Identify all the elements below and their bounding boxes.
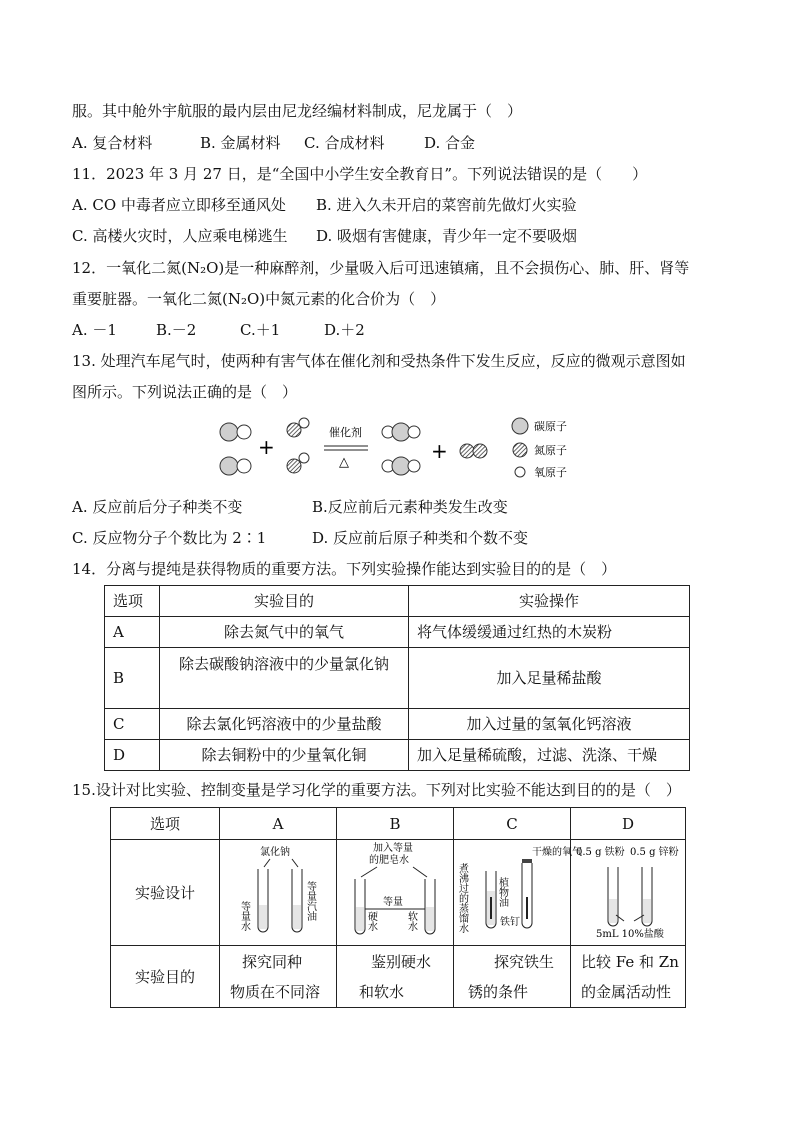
- no-molecule-bottom: [287, 453, 309, 473]
- q12-stem-line1: 12．一氧化二氮(N₂O)是一种麻醉剂，少量吸入后可迅速镇痛，且不会损伤心、肺、肝、肾等: [72, 259, 690, 277]
- purpose-b-line2: 和软水: [359, 982, 405, 1001]
- design-figure-d: [572, 841, 684, 941]
- q14-table: [104, 585, 690, 771]
- purpose-b-line1: 鉴别硬水: [371, 952, 432, 971]
- table-header-row: [111, 808, 686, 840]
- design-row: [111, 840, 686, 946]
- q12-stem-line2: 重要脏器。一氧化二氮(N₂O)中氮元素的化合价为（ ）: [72, 290, 446, 308]
- row-purpose: 除去碳酸钠溶液中的少量氯化钠: [160, 648, 409, 709]
- design-cell-b: [337, 840, 454, 946]
- q11-stem: 11．2023 年 3 月 27 日，是“全国中小学生安全教育日”。下列说法错误的是（ ）: [72, 165, 648, 183]
- row-purpose: 除去氯化钙溶液中的少量盐酸: [160, 709, 409, 740]
- header-cell-c: C: [454, 808, 571, 840]
- purpose-cell-a: [220, 946, 337, 1008]
- purpose-c-line2: 锈的条件: [468, 982, 529, 1001]
- row-operation: 加入过量的氢氧化钙溶液: [409, 709, 690, 740]
- q13-option-a[interactable]: A. 反应前后分子种类不变: [72, 498, 243, 516]
- design-cell-d: [571, 840, 686, 946]
- svg-text:5mL 10%盐酸: 5mL 10%盐酸: [596, 928, 664, 940]
- q11-options-row1: [72, 195, 577, 215]
- purpose-a-line1: 探究同种: [242, 952, 303, 971]
- row-operation: 加入足量稀硫酸，过滤、洗涤、干燥: [409, 740, 690, 771]
- svg-text:铁钉: 铁钉: [500, 916, 520, 928]
- svg-text:氯化钠: 氯化钠: [260, 846, 290, 858]
- q10-option-d[interactable]: D. 合金: [424, 134, 476, 152]
- svg-text:氮原子: 氮原子: [534, 444, 567, 457]
- table-row: [105, 648, 690, 709]
- q11-options-row2: [72, 226, 577, 246]
- purpose-d-line1: 比较 Fe 和 Zn: [581, 952, 679, 971]
- header-cell-a: A: [220, 808, 337, 840]
- q13-stem-line2: 图所示。下列说法正确的是（ ）: [72, 383, 298, 401]
- header-cell-purpose: 实验目的: [160, 586, 409, 617]
- q11-option-b[interactable]: B. 进入久未开启的菜窖前先做灯火实验: [316, 196, 577, 214]
- plus-sign: +: [431, 439, 448, 463]
- svg-text:煮沸过的蒸馏水: 煮沸过的蒸馏水: [456, 862, 468, 933]
- design-figure-a: [222, 841, 334, 941]
- q13-option-b[interactable]: B.反应前后元素种类发生改变: [312, 498, 508, 516]
- n2-molecule: [460, 444, 487, 458]
- design-cell-c: [454, 840, 582, 946]
- q11-option-a[interactable]: A. CO 中毒者应立即移至通风处: [72, 196, 286, 214]
- co-molecule-top: [220, 423, 251, 441]
- svg-text:等量汽油: 等量汽油: [304, 880, 316, 921]
- purpose-d-line2: 的金属活动性: [581, 982, 672, 1001]
- purpose-cell-c: [454, 946, 571, 1008]
- co2-molecule-bottom: [382, 457, 420, 475]
- svg-text:植物油: 植物油: [496, 876, 508, 907]
- reaction-diagram: [218, 416, 588, 482]
- q11-option-d[interactable]: D. 吸烟有害健康，青少年一定不要吸烟: [316, 227, 578, 245]
- q13-option-c[interactable]: C. 反应物分子个数比为 2∶1: [72, 529, 267, 547]
- svg-text:硬水: 硬水: [365, 910, 377, 931]
- q15-stem: 15.设计对比实验、控制变量是学习化学的重要方法。下列对比实验不能达到目的的是（ ）: [72, 781, 681, 799]
- row-purpose: 除去铜粉中的少量氧化铜: [160, 740, 409, 771]
- svg-text:干燥的氧气: 干燥的氧气: [532, 846, 582, 858]
- svg-text:0.5 g 铁粉: 0.5 g 铁粉: [576, 846, 625, 858]
- row-operation: 加入足量稀盐酸: [409, 648, 690, 709]
- co-molecule-bottom: [220, 457, 251, 475]
- svg-text:等量: 等量: [383, 896, 403, 908]
- purpose-row-label: 实验目的: [111, 946, 220, 1008]
- table-row: [105, 617, 690, 648]
- q12-option-c[interactable]: C.＋1: [240, 321, 281, 339]
- design-figure-c: [456, 841, 582, 941]
- legend-nitrogen: [513, 443, 567, 457]
- q12-options: [72, 320, 365, 340]
- row-option: C: [105, 709, 160, 740]
- legend-carbon: [512, 418, 567, 434]
- header-cell-b: B: [337, 808, 454, 840]
- q13-options-row1: [72, 497, 508, 517]
- svg-text:0.5 g 锌粉: 0.5 g 锌粉: [630, 846, 679, 858]
- q13-stem-line1: 13. 处理汽车尾气时，使两种有害气体在催化剂和受热条件下发生反应，反应的微观示意图如: [72, 352, 686, 370]
- q10-option-c[interactable]: C. 合成材料: [304, 134, 385, 152]
- catalyst-label: 催化剂: [329, 426, 362, 439]
- q10-options: [72, 133, 475, 153]
- header-cell-d: D: [571, 808, 686, 840]
- q12-option-d[interactable]: D.＋2: [324, 321, 365, 339]
- svg-text:等量水: 等量水: [238, 900, 250, 931]
- purpose-cell-d: [571, 946, 686, 1008]
- purpose-cell-b: [337, 946, 454, 1008]
- q10-stem-tail: 服。其中舱外宇航服的最内层由尼龙经编材料制成，尼龙属于（ ）: [72, 102, 523, 120]
- table-header-row: [105, 586, 690, 617]
- q11-option-c[interactable]: C. 高楼火灾时，人应乘电梯逃生: [72, 227, 288, 245]
- purpose-c-line1: 探究铁生: [494, 952, 555, 971]
- svg-text:的肥皂水: 的肥皂水: [369, 854, 409, 866]
- row-option: D: [105, 740, 160, 771]
- design-figure-b: [339, 841, 451, 941]
- q12-option-b[interactable]: B.－2: [156, 321, 197, 339]
- purpose-row: [111, 946, 686, 1008]
- no-molecule-top: [287, 418, 309, 437]
- co2-molecule-top: [382, 423, 420, 441]
- row-option: B: [105, 648, 160, 709]
- header-cell-option: 选项: [105, 586, 160, 617]
- q15-table: [110, 807, 686, 1008]
- table-row: [105, 740, 690, 771]
- q14-stem: 14．分离与提纯是获得物质的重要方法。下列实验操作能达到实验目的的是（ ）: [72, 560, 617, 578]
- header-cell-option: 选项: [111, 808, 220, 840]
- q13-options-row2: [72, 528, 528, 548]
- design-cell-a: [220, 840, 337, 946]
- legend-oxygen: [515, 465, 567, 479]
- row-option: A: [105, 617, 160, 648]
- svg-text:软水: 软水: [405, 910, 417, 931]
- design-row-label: 实验设计: [111, 840, 220, 946]
- q10-option-b[interactable]: B. 金属材料: [200, 134, 281, 152]
- purpose-a-line2: 物质在不同溶: [230, 982, 321, 1001]
- heat-symbol: △: [339, 455, 349, 470]
- svg-text:碳原子: 碳原子: [534, 420, 567, 433]
- q12-option-a[interactable]: A. －1: [72, 321, 117, 339]
- row-purpose: 除去氮气中的氧气: [160, 617, 409, 648]
- header-cell-operation: 实验操作: [409, 586, 690, 617]
- svg-text:加入等量: 加入等量: [373, 842, 413, 854]
- q13-option-d[interactable]: D. 反应前后原子种类和个数不变: [312, 529, 529, 547]
- q10-option-a[interactable]: A. 复合材料: [72, 134, 153, 152]
- plus-sign: +: [258, 435, 275, 459]
- row-operation: 将气体缓缓通过红热的木炭粉: [409, 617, 690, 648]
- table-row: [105, 709, 690, 740]
- svg-text:氧原子: 氧原子: [534, 466, 567, 479]
